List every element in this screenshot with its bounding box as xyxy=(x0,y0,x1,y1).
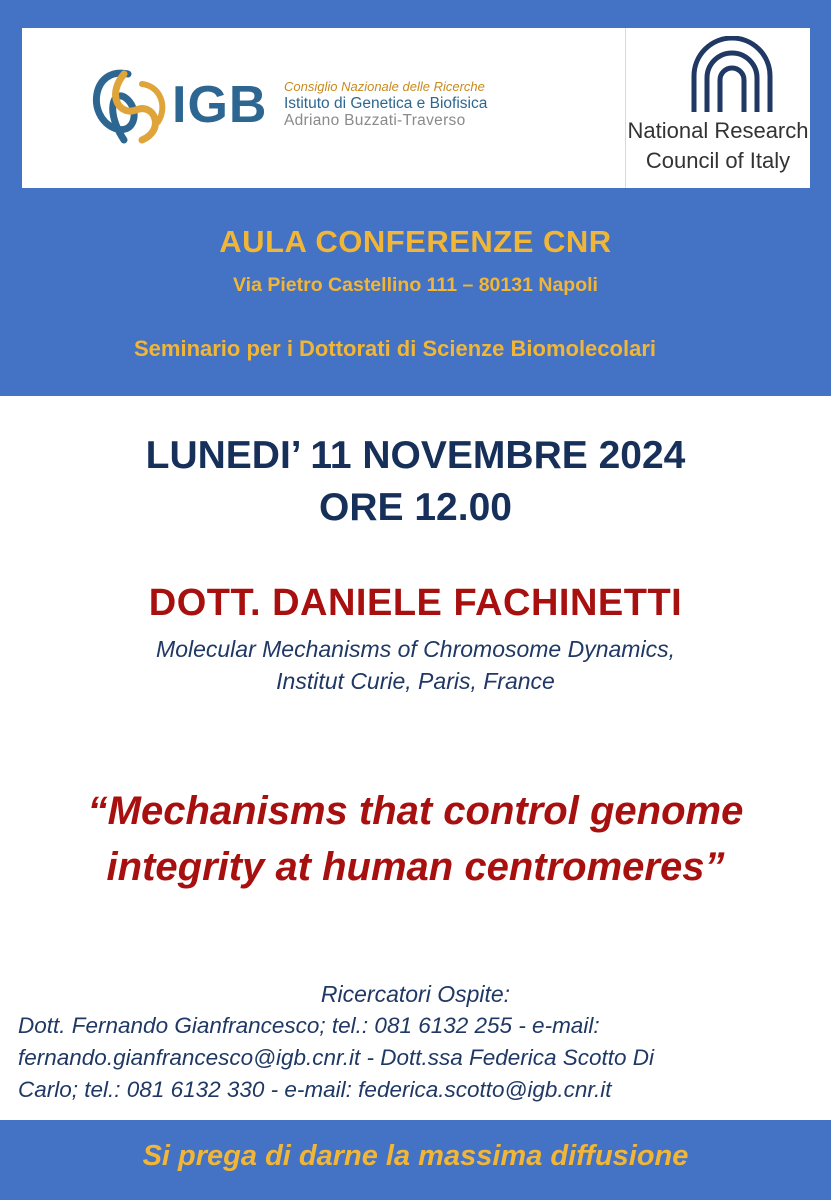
venue-title: AULA CONFERENZE CNR xyxy=(219,224,612,259)
footer-note: Si prega di darne la massima diffusione xyxy=(142,1140,689,1172)
cnr-logo-text xyxy=(626,116,810,176)
igb-institute-name xyxy=(284,78,487,129)
speaker-affiliation-line1: Molecular Mechanisms of Chromosome Dynamics, xyxy=(156,636,675,662)
igb-logo-text: IGB xyxy=(172,76,268,134)
seminar-series: Seminario per i Dottorati di Scienze Biomolecolari xyxy=(133,336,656,361)
host-contact-line2: fernando.gianfrancesco@igb.cnr.it - Dott.ssa Federica Scotto Di xyxy=(18,1045,655,1070)
igb-line-dedication: Adriano Buzzati-Traverso xyxy=(284,112,466,129)
cnr-line1: National Research xyxy=(627,118,809,143)
event-date: LUNEDI’ 11 NOVEMBRE 2024 xyxy=(145,434,686,477)
igb-dna-logo-icon xyxy=(84,66,172,146)
hosts-heading: Ricercatori Ospite: xyxy=(320,981,511,1007)
cnr-logo-icon xyxy=(682,36,782,116)
talk-title-line2: integrity at human centromeres” xyxy=(106,845,725,889)
host-contact-line3: Carlo; tel.: 081 6132 330 - e-mail: federica.scotto@igb.cnr.it xyxy=(18,1077,612,1102)
cnr-line2: Council of Italy xyxy=(645,148,791,173)
talk-title-line1: “Mechanisms that control genome xyxy=(87,789,744,833)
logo-panel xyxy=(22,28,810,188)
venue-address: Via Pietro Castellino 111 – 80131 Napoli xyxy=(233,274,598,296)
event-time: ORE 12.00 xyxy=(319,486,512,529)
igb-line-institute: Istituto di Genetica e Biofisica xyxy=(284,95,488,112)
igb-line-cnr: Consiglio Nazionale delle Ricerche xyxy=(284,79,485,94)
speaker-affiliation-line2: Institut Curie, Paris, France xyxy=(276,668,555,694)
host-contact-line1: Dott. Fernando Gianfrancesco; tel.: 081 6132 255 - e-mail: xyxy=(18,1013,600,1038)
speaker-name: DOTT. DANIELE FACHINETTI xyxy=(148,582,683,624)
